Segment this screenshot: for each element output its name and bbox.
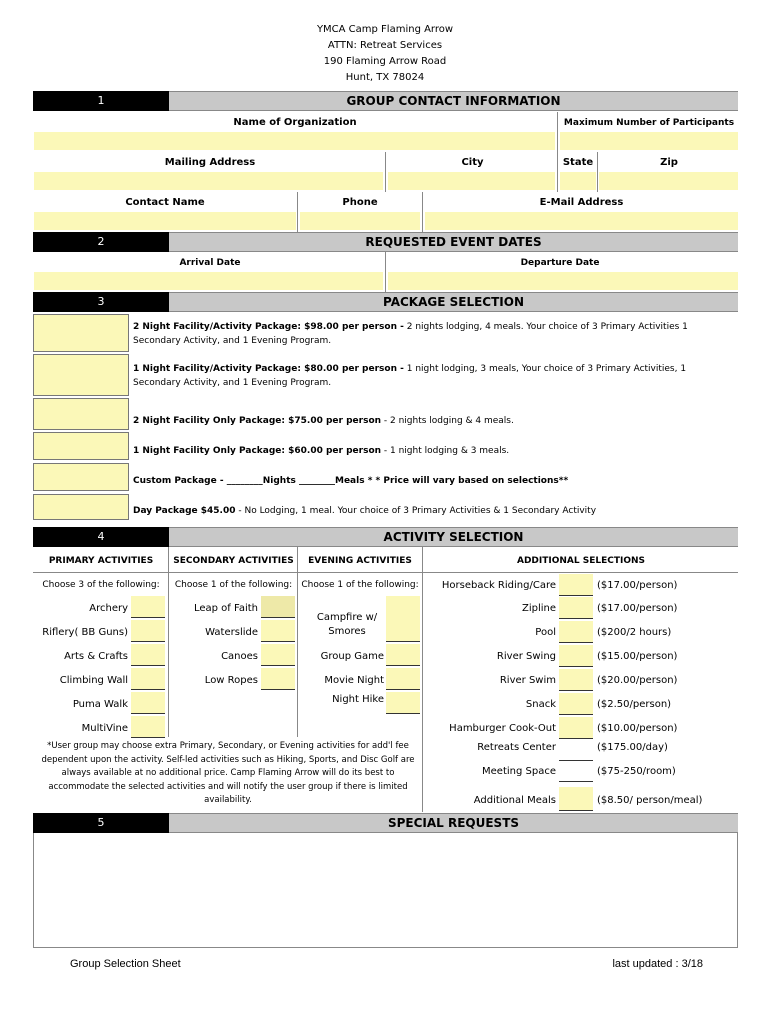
state-field[interactable] bbox=[560, 172, 596, 190]
attn-line: ATTN: Retreat Services bbox=[327, 40, 443, 51]
primary-activity: Arts & Crafts bbox=[64, 651, 128, 662]
evening-activity-checkbox[interactable] bbox=[386, 596, 420, 642]
primary-choose: Choose 3 of the following: bbox=[42, 580, 160, 590]
org-label: Name of Organization bbox=[233, 117, 357, 128]
section-5-title: SPECIAL REQUESTS bbox=[169, 813, 738, 833]
email-field[interactable] bbox=[425, 212, 738, 230]
evening-activity-checkbox[interactable] bbox=[386, 692, 420, 714]
section-1-title: GROUP CONTACT INFORMATION bbox=[169, 91, 738, 111]
section-5-number: 5 bbox=[33, 813, 169, 833]
divider bbox=[297, 192, 298, 232]
evening-activity: Group Game bbox=[320, 651, 384, 662]
primary-activity: Puma Walk bbox=[72, 699, 128, 710]
divider bbox=[385, 252, 386, 292]
max-participants-label: Maximum Number of Participants bbox=[563, 118, 735, 128]
evening-activity: Night Hike bbox=[332, 694, 384, 705]
additional-selection-field[interactable] bbox=[559, 762, 593, 782]
additional-selection: Meeting Space bbox=[482, 766, 556, 777]
additional-price: ($200/2 hours) bbox=[597, 627, 672, 638]
divider bbox=[557, 112, 558, 152]
state-label: State bbox=[562, 157, 594, 168]
contact-name-label: Contact Name bbox=[125, 197, 205, 208]
primary-activity-checkbox[interactable] bbox=[131, 716, 165, 738]
additional-price: ($20.00/person) bbox=[597, 675, 678, 686]
additional-price: ($10.00/person) bbox=[597, 723, 678, 734]
phone-field[interactable] bbox=[300, 212, 420, 230]
arrival-date-label: Arrival Date bbox=[179, 258, 241, 268]
secondary-choose: Choose 1 of the following: bbox=[174, 580, 293, 590]
section-2-title: REQUESTED EVENT DATES bbox=[169, 232, 738, 252]
divider bbox=[385, 152, 386, 192]
secondary-activity: Low Ropes bbox=[204, 675, 258, 686]
org-field[interactable] bbox=[34, 132, 555, 150]
additional-selection: Snack bbox=[525, 699, 556, 710]
secondary-activity-checkbox[interactable] bbox=[261, 668, 295, 690]
additional-price: ($17.00/person) bbox=[597, 580, 678, 591]
package-option: 2 Night Facility/Activity Package: $98.00 per person - 2 nights lodging, 4 meals. Your choice of 3 Primary Activities 1 Secondary Activity, and 1 Evening Program. bbox=[133, 322, 688, 346]
city-field[interactable] bbox=[388, 172, 555, 190]
primary-activity-checkbox[interactable] bbox=[131, 692, 165, 714]
primary-activity: MultiVine bbox=[81, 723, 128, 734]
secondary-activity-checkbox[interactable] bbox=[261, 620, 295, 642]
divider bbox=[557, 152, 558, 192]
additional-selection: Horseback Riding/Care bbox=[441, 580, 556, 591]
city-label: City bbox=[461, 157, 484, 168]
secondary-activity-checkbox[interactable] bbox=[261, 644, 295, 666]
city-state-zip: Hunt, TX 78024 bbox=[345, 72, 425, 83]
package-checkbox[interactable] bbox=[33, 314, 129, 352]
primary-activity: Climbing Wall bbox=[59, 675, 128, 686]
primary-activity-checkbox[interactable] bbox=[131, 620, 165, 642]
departure-date-field[interactable] bbox=[388, 272, 738, 290]
departure-date-label: Departure Date bbox=[520, 258, 600, 268]
package-option: Custom Package - ________Nights ________Meals * * Price will vary based on selections** bbox=[133, 476, 569, 486]
camp-name: YMCA Camp Flaming Arrow bbox=[316, 24, 454, 35]
additional-selection: Retreats Center bbox=[477, 742, 556, 753]
secondary-activity-checkbox[interactable] bbox=[261, 596, 295, 618]
additional-selection: Pool bbox=[535, 627, 556, 638]
additional-selection-field[interactable] bbox=[559, 717, 593, 739]
package-option: 1 Night Facility Only Package: $60.00 per person - 1 night lodging & 3 meals. bbox=[133, 446, 510, 456]
additional-selection: Hamburger Cook-Out bbox=[449, 723, 556, 734]
activity-note: *User group may choose extra Primary, Secondary, or Evening activities for add'l fee dependent upon the activity. Self-led activities such as Hiking, Sports, and Disc Golf are always available at no additional price. Camp Flaming Arrow will do its best to accommodate the selected activities and will notify the user group if there is limited availability. bbox=[41, 741, 415, 805]
contact-name-field[interactable] bbox=[34, 212, 296, 230]
section-2-number: 2 bbox=[33, 232, 169, 252]
secondary-activities-head: SECONDARY ACTIVITIES bbox=[173, 556, 294, 566]
arrival-date-field[interactable] bbox=[34, 272, 383, 290]
package-checkbox[interactable] bbox=[33, 463, 129, 491]
additional-price: ($175.00/day) bbox=[597, 742, 668, 753]
secondary-activity: Canoes bbox=[221, 651, 258, 662]
evening-activity-checkbox[interactable] bbox=[386, 644, 420, 666]
phone-label: Phone bbox=[342, 197, 378, 208]
additional-selections-head: ADDITIONAL SELECTIONS bbox=[516, 556, 646, 566]
additional-price: ($2.50/person) bbox=[597, 699, 672, 710]
additional-selection-field[interactable] bbox=[559, 741, 593, 761]
divider bbox=[422, 547, 423, 812]
secondary-activity: Waterslide bbox=[205, 627, 258, 638]
divider bbox=[297, 547, 298, 737]
additional-selection-field[interactable] bbox=[559, 621, 593, 643]
additional-price: ($8.50/ person/meal) bbox=[597, 795, 703, 806]
footer-right: last updated : 3/18 bbox=[612, 958, 703, 970]
evening-choose: Choose 1 of the following: bbox=[301, 580, 419, 590]
additional-selection-field[interactable] bbox=[559, 787, 593, 811]
max-participants-field[interactable] bbox=[560, 132, 738, 150]
primary-activity: Riflery( BB Guns) bbox=[42, 627, 128, 638]
additional-price: ($75-250/room) bbox=[597, 766, 676, 777]
evening-activity: Campfire w/ Smores bbox=[316, 612, 378, 637]
primary-activity-checkbox[interactable] bbox=[131, 596, 165, 618]
zip-label: Zip bbox=[660, 157, 678, 168]
primary-activities-head: PRIMARY ACTIVITIES bbox=[48, 556, 154, 566]
package-option: 1 Night Facility/Activity Package: $80.00 per person - 1 night lodging, 3 meals, Your choice of 3 Primary Activities, 1 Secondary Activity, and 1 Evening Program. bbox=[133, 364, 687, 388]
footer-left: Group Selection Sheet bbox=[70, 958, 181, 970]
divider bbox=[168, 547, 169, 737]
additional-selection-field[interactable] bbox=[559, 669, 593, 691]
evening-activity-checkbox[interactable] bbox=[386, 668, 420, 690]
mailing-address-field[interactable] bbox=[34, 172, 383, 190]
additional-selection: Additional Meals bbox=[473, 795, 556, 806]
additional-selection-field[interactable] bbox=[559, 645, 593, 667]
additional-price: ($15.00/person) bbox=[597, 651, 678, 662]
package-option: 2 Night Facility Only Package: $75.00 per person - 2 nights lodging & 4 meals. bbox=[133, 416, 514, 426]
additional-selection-field[interactable] bbox=[559, 597, 593, 619]
divider bbox=[422, 192, 423, 232]
additional-selection-field[interactable] bbox=[559, 574, 593, 596]
evening-activity: Movie Night bbox=[324, 675, 384, 686]
primary-activity-checkbox[interactable] bbox=[131, 668, 165, 690]
section-3-number: 3 bbox=[33, 292, 169, 312]
primary-activity: Archery bbox=[89, 603, 128, 614]
section-4-title: ACTIVITY SELECTION bbox=[169, 527, 738, 547]
secondary-activity: Leap of Faith bbox=[193, 603, 258, 614]
divider bbox=[597, 152, 598, 192]
additional-price: ($17.00/person) bbox=[597, 603, 678, 614]
section-3-title: PACKAGE SELECTION bbox=[169, 292, 738, 312]
evening-activities-head: EVENING ACTIVITIES bbox=[308, 556, 412, 566]
additional-selection: Zipline bbox=[521, 603, 556, 614]
mailing-address-label: Mailing Address bbox=[164, 157, 256, 168]
special-requests-area[interactable] bbox=[33, 833, 738, 948]
package-checkbox[interactable] bbox=[33, 494, 129, 520]
divider bbox=[33, 572, 738, 573]
package-checkbox[interactable] bbox=[33, 354, 129, 396]
package-checkbox[interactable] bbox=[33, 432, 129, 460]
package-option: Day Package $45.00 - No Lodging, 1 meal. Your choice of 3 Primary Activities & 1 Secondary Activity bbox=[133, 506, 597, 516]
zip-field[interactable] bbox=[599, 172, 738, 190]
section-4-number: 4 bbox=[33, 527, 169, 547]
additional-selection: River Swim bbox=[499, 675, 556, 686]
primary-activity-checkbox[interactable] bbox=[131, 644, 165, 666]
street-address: 190 Flaming Arrow Road bbox=[323, 56, 447, 67]
additional-selection-field[interactable] bbox=[559, 693, 593, 715]
section-1-number: 1 bbox=[33, 91, 169, 111]
package-checkbox[interactable] bbox=[33, 398, 129, 430]
additional-selection: River Swing bbox=[496, 651, 556, 662]
email-label: E-Mail Address bbox=[539, 197, 624, 208]
